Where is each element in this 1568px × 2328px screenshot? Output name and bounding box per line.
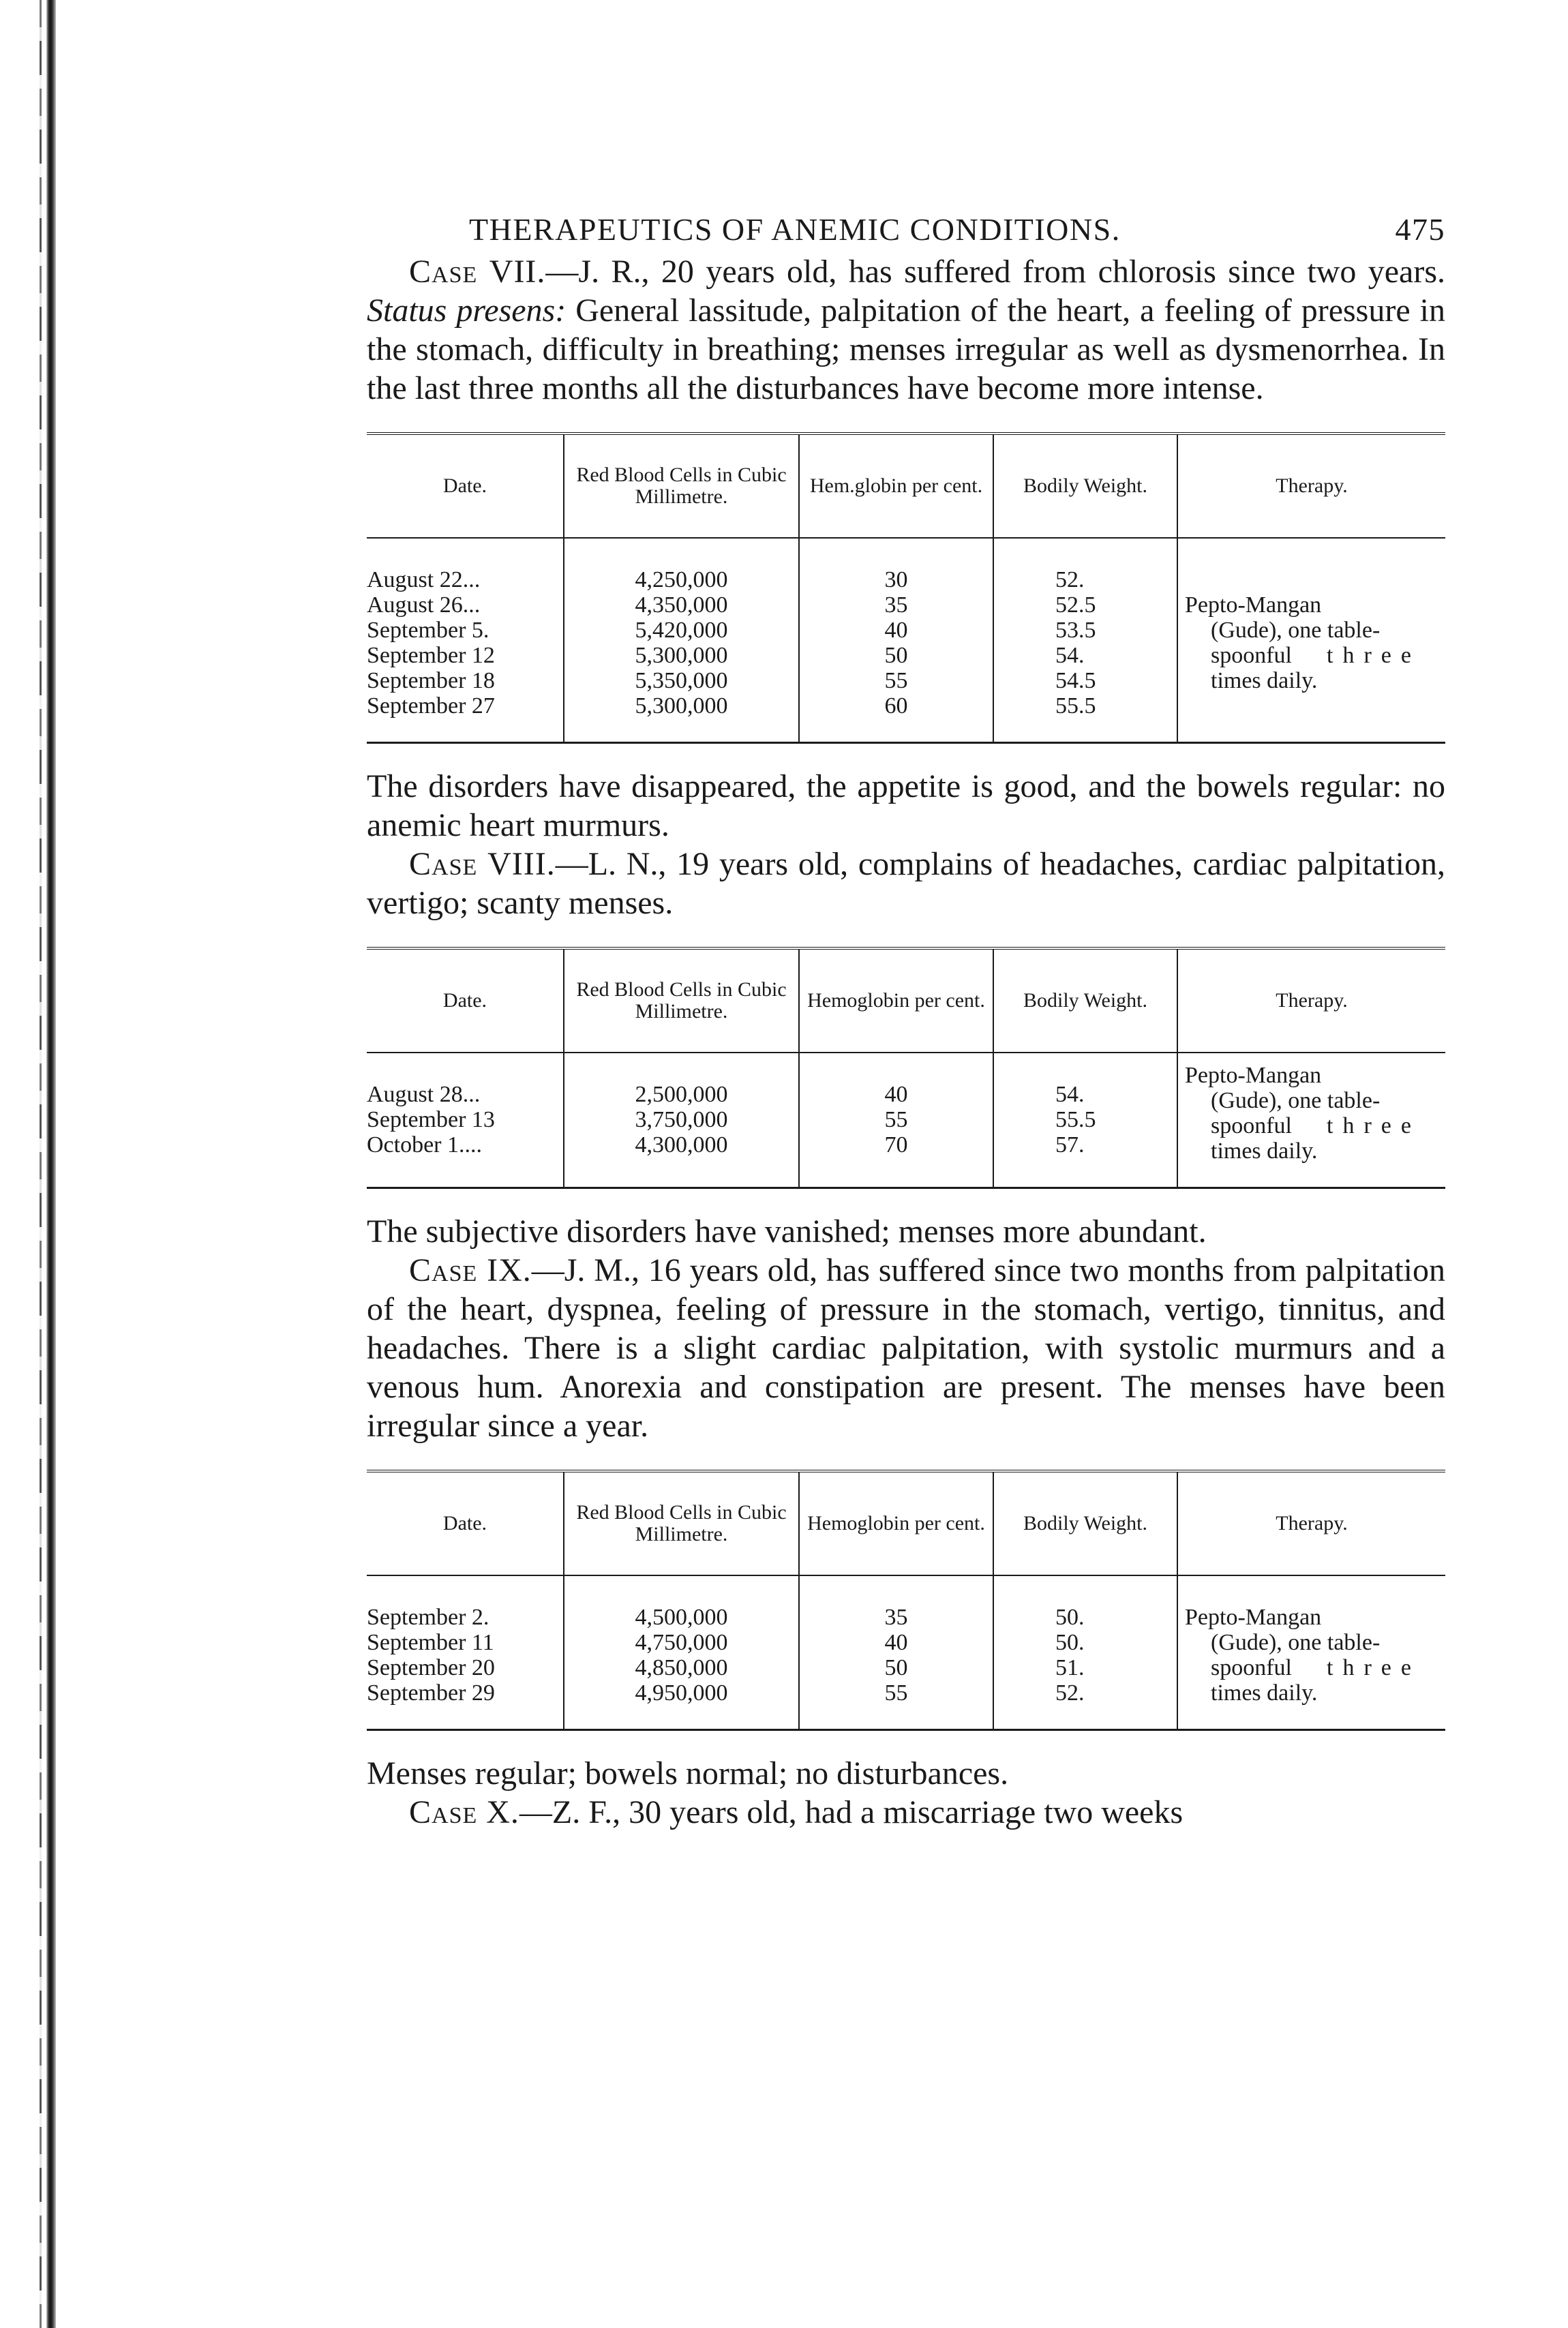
red-cells-cell: 2,500,000 xyxy=(635,1082,728,1107)
red-cells-cell: 4,950,000 xyxy=(635,1680,728,1706)
case-vii-intro: —J. R., 20 years old, has suffered from chlorosis since two years. xyxy=(545,254,1446,290)
red-cells-cell: 4,850,000 xyxy=(635,1655,728,1680)
header-red-cells: Red Blood Cells in Cubic Millimetre. xyxy=(564,435,800,537)
date-cell: September 27 xyxy=(367,693,495,719)
therapy-word: spoonful xyxy=(1211,1113,1292,1138)
hemoglobin-cell: 70 xyxy=(884,1132,908,1158)
weight-cell: 52. xyxy=(1055,1680,1085,1706)
therapy-line: Pepto-Mangan xyxy=(1185,1063,1322,1088)
hemoglobin-cell: 55 xyxy=(884,1107,908,1132)
weight-cell: 50. xyxy=(1055,1630,1085,1655)
case-vii-outcome: The disorders have disappeared, the appetite is good, and the bowels regular: no anemic heart murmurs. xyxy=(367,768,1445,843)
header-therapy: Therapy. xyxy=(1276,1512,1348,1535)
case-viii-heading: Case VIII. xyxy=(409,846,556,882)
date-cell: September 11 xyxy=(367,1630,494,1655)
header-date: Date. xyxy=(367,1472,564,1575)
running-head xyxy=(367,205,1445,252)
red-cells-column xyxy=(564,539,800,742)
hemoglobin-cell: 35 xyxy=(884,592,908,618)
weight-cell: 52.5 xyxy=(1055,592,1096,618)
date-cell: August 28... xyxy=(367,1082,481,1107)
red-cells-cell: 4,350,000 xyxy=(635,592,728,618)
weight-column xyxy=(994,1053,1178,1187)
hemoglobin-cell: 60 xyxy=(884,693,908,719)
date-cell: September 12 xyxy=(367,643,495,668)
header-hemoglobin: Hemoglobin per cent. xyxy=(800,950,994,1052)
weight-cell: 57. xyxy=(1055,1132,1085,1158)
weight-cell: 54.5 xyxy=(1055,668,1096,693)
therapy-line: times daily. xyxy=(1211,1680,1318,1706)
red-cells-cell: 3,750,000 xyxy=(635,1107,728,1132)
hemoglobin-cell: 50 xyxy=(884,1655,908,1680)
therapy-line xyxy=(1185,1113,1441,1138)
table-header-row xyxy=(367,435,1445,539)
therapy-line: times daily. xyxy=(1211,1138,1318,1164)
date-cell: August 22... xyxy=(367,567,481,592)
hemoglobin-cell: 35 xyxy=(884,1605,908,1630)
date-column xyxy=(367,1576,564,1729)
therapy-cell xyxy=(1185,1063,1441,1164)
therapy-column xyxy=(1178,1053,1445,1187)
weight-cell: 54. xyxy=(1055,643,1085,668)
therapy-word: three xyxy=(1327,643,1421,668)
table-body xyxy=(367,1053,1445,1187)
therapy-cell xyxy=(1185,567,1441,693)
therapy-word: three xyxy=(1327,1113,1421,1138)
hemoglobin-cell: 30 xyxy=(884,567,908,592)
red-cells-cell: 5,300,000 xyxy=(635,693,728,719)
red-cells-cell: 5,300,000 xyxy=(635,643,728,668)
therapy-cell xyxy=(1185,1605,1441,1706)
table-header-row xyxy=(367,950,1445,1053)
case-vii-table xyxy=(367,432,1445,744)
date-cell: August 26... xyxy=(367,592,481,618)
date-cell: September 20 xyxy=(367,1655,495,1680)
weight-cell: 54. xyxy=(1055,1082,1085,1107)
red-cells-cell: 4,300,000 xyxy=(635,1132,728,1158)
table-header-row xyxy=(367,1472,1445,1576)
case-x-heading: Case X. xyxy=(409,1794,519,1830)
case-x-paragraph xyxy=(367,1793,1445,1832)
hemoglobin-cell: 40 xyxy=(884,1082,908,1107)
therapy-line: Pepto-Mangan xyxy=(1185,592,1322,618)
red-cells-column xyxy=(564,1053,800,1187)
date-cell: September 2. xyxy=(367,1605,489,1630)
hemoglobin-cell: 55 xyxy=(884,1680,908,1706)
therapy-line xyxy=(1185,643,1441,668)
binding-shadow xyxy=(40,0,42,2328)
therapy-column xyxy=(1178,1576,1445,1729)
header-date: Date. xyxy=(367,950,564,1052)
therapy-column xyxy=(1178,539,1445,742)
date-cell: October 1.... xyxy=(367,1132,483,1158)
header-therapy: Therapy. xyxy=(1276,474,1348,497)
header-hemoglobin: Hemoglobin per cent. xyxy=(800,1472,994,1575)
hemoglobin-cell: 40 xyxy=(884,1630,908,1655)
binding-edge xyxy=(46,0,56,2328)
therapy-line: (Gude), one table- xyxy=(1211,1630,1381,1655)
therapy-word: spoonful xyxy=(1211,643,1292,668)
header-weight: Bodily Weight. xyxy=(994,950,1178,1052)
weight-cell: 55.5 xyxy=(1055,693,1096,719)
therapy-line: (Gude), one table- xyxy=(1211,1088,1381,1113)
case-vii-status-text: General lassitude, palpitation of the heart, a feeling of pressure in the stomach, difficulty in breathing; menses irregular as well as dysmenorrhea. In the last three months all the disturbances have become more intense. xyxy=(367,292,1446,406)
running-head-title: THERAPEUTICS OF ANEMIC CONDITIONS. xyxy=(469,212,1121,247)
case-x-intro: —Z. F., 30 years old, had a miscarriage two weeks xyxy=(519,1794,1183,1830)
header-weight: Bodily Weight. xyxy=(994,1472,1178,1575)
red-cells-column xyxy=(564,1576,800,1729)
case-vii-paragraph xyxy=(367,252,1445,408)
weight-cell: 50. xyxy=(1055,1605,1085,1630)
date-column xyxy=(367,1053,564,1187)
case-viii-table xyxy=(367,947,1445,1189)
case-viii-intro: —L. N., 19 years old, complains of headaches, cardiac palpitation, vertigo; scanty menses. xyxy=(367,846,1446,921)
date-cell: September 29 xyxy=(367,1680,495,1706)
weight-column xyxy=(994,1576,1178,1729)
case-ix-table xyxy=(367,1470,1445,1731)
hemoglobin-column xyxy=(800,1053,994,1187)
header-hemoglobin: Hem.globin per cent. xyxy=(800,435,994,537)
case-ix-outcome: Menses regular; bowels normal; no disturbances. xyxy=(367,1755,1009,1792)
case-ix-intro: —J. M., 16 years old, has suffered since two months from palpitation of the heart, dyspnea, feeling of pressure in the stomach, vertigo, tinnitus, and headaches. There is a slight cardiac palpitation, with systolic murmurs and a venous hum. Anorexia and constipation are present. The menses have been irregular since a year. xyxy=(367,1252,1445,1444)
therapy-line: Pepto-Mangan xyxy=(1185,1605,1322,1630)
table-body xyxy=(367,539,1445,742)
therapy-line: (Gude), one table- xyxy=(1211,618,1381,643)
weight-cell: 55.5 xyxy=(1055,1107,1096,1132)
hemoglobin-cell: 40 xyxy=(884,618,908,643)
date-column xyxy=(367,539,564,742)
hemoglobin-cell: 50 xyxy=(884,643,908,668)
case-ix-heading: Case IX. xyxy=(409,1252,532,1288)
hemoglobin-column xyxy=(800,539,994,742)
case-vii-heading: Case VII. xyxy=(409,254,546,290)
page-number: 475 xyxy=(1395,212,1445,247)
date-cell: September 13 xyxy=(367,1107,495,1132)
red-cells-cell: 4,750,000 xyxy=(635,1630,728,1655)
red-cells-cell: 5,350,000 xyxy=(635,668,728,693)
case-viii-outcome: The subjective disorders have vanished; menses more abundant. xyxy=(367,1213,1207,1250)
weight-column xyxy=(994,539,1178,742)
date-cell: September 5. xyxy=(367,618,489,643)
case-ix-paragraph xyxy=(367,1251,1445,1445)
header-therapy: Therapy. xyxy=(1276,989,1348,1012)
weight-cell: 53.5 xyxy=(1055,618,1096,643)
therapy-line: times daily. xyxy=(1211,668,1318,693)
red-cells-cell: 4,250,000 xyxy=(635,567,728,592)
weight-cell: 52. xyxy=(1055,567,1085,592)
therapy-line xyxy=(1185,1655,1441,1680)
red-cells-cell: 4,500,000 xyxy=(635,1605,728,1630)
header-date: Date. xyxy=(367,435,564,537)
case-vii-status-label: Status presens: xyxy=(367,292,567,329)
hemoglobin-column xyxy=(800,1576,994,1729)
therapy-word: three xyxy=(1327,1655,1421,1680)
weight-cell: 51. xyxy=(1055,1655,1085,1680)
date-cell: September 18 xyxy=(367,668,495,693)
header-red-cells: Red Blood Cells in Cubic Millimetre. xyxy=(564,950,800,1052)
therapy-word: spoonful xyxy=(1211,1655,1292,1680)
case-viii-paragraph xyxy=(367,845,1445,922)
header-red-cells: Red Blood Cells in Cubic Millimetre. xyxy=(564,1472,800,1575)
header-weight: Bodily Weight. xyxy=(994,435,1178,537)
red-cells-cell: 5,420,000 xyxy=(635,618,728,643)
hemoglobin-cell: 55 xyxy=(884,668,908,693)
table-body xyxy=(367,1576,1445,1729)
book-page xyxy=(367,205,1445,1832)
